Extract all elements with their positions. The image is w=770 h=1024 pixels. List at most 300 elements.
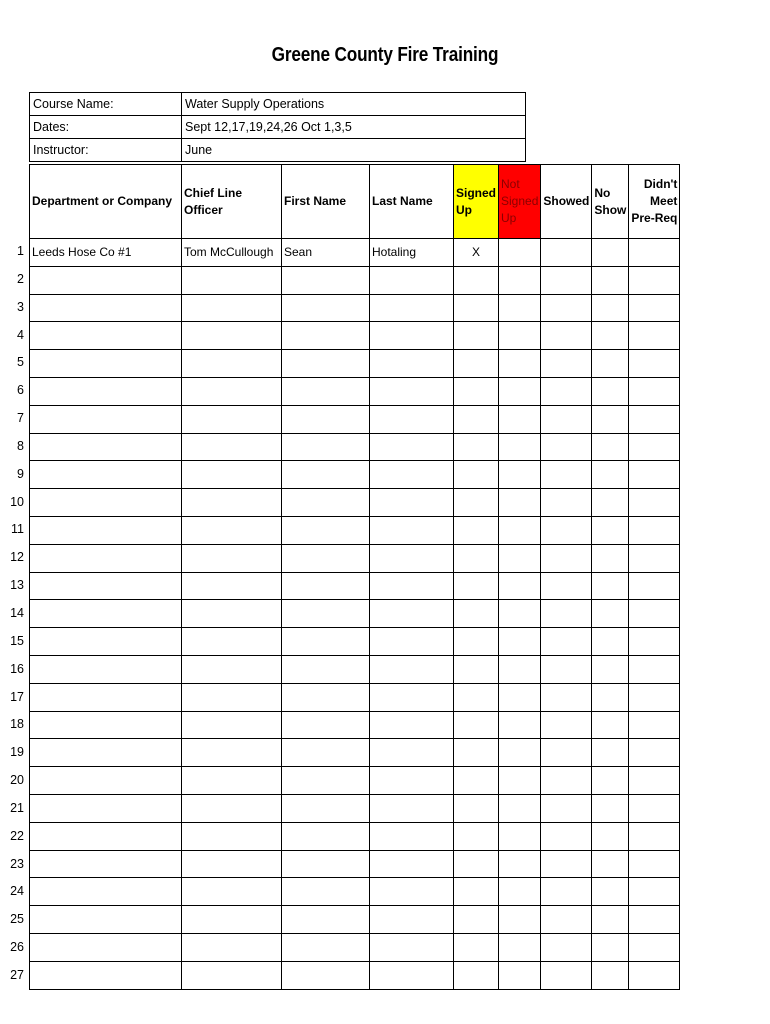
cell-didnt-meet[interactable] (629, 711, 680, 739)
cell-no-show[interactable] (592, 711, 629, 739)
cell-didnt-meet[interactable] (629, 322, 680, 350)
cell-didnt-meet[interactable] (629, 544, 680, 572)
cell-chief[interactable] (182, 600, 282, 628)
cell-didnt-meet[interactable] (629, 489, 680, 517)
row-number: 12 (10, 550, 24, 565)
cell-department[interactable] (30, 683, 182, 711)
cell-department[interactable] (30, 767, 182, 795)
cell-chief[interactable] (182, 739, 282, 767)
cell-chief[interactable] (182, 572, 282, 600)
cell-chief[interactable]: Tom McCullough (182, 239, 282, 267)
cell-signed-up[interactable] (454, 516, 499, 544)
cell-showed[interactable] (541, 628, 592, 656)
cell-showed[interactable] (541, 461, 592, 489)
cell-last-name[interactable] (370, 600, 454, 628)
cell-first-name[interactable] (282, 433, 370, 461)
cell-not-signed-up[interactable] (499, 906, 541, 934)
cell-no-show[interactable] (592, 377, 629, 405)
cell-chief[interactable] (182, 350, 282, 378)
cell-showed[interactable] (541, 906, 592, 934)
cell-department[interactable] (30, 711, 182, 739)
cell-signed-up[interactable] (454, 850, 499, 878)
cell-didnt-meet[interactable] (629, 628, 680, 656)
cell-last-name[interactable] (370, 572, 454, 600)
cell-not-signed-up[interactable] (499, 461, 541, 489)
cell-last-name[interactable] (370, 377, 454, 405)
cell-department[interactable] (30, 655, 182, 683)
cell-showed[interactable] (541, 489, 592, 517)
cell-signed-up[interactable] (454, 266, 499, 294)
cell-first-name[interactable] (282, 906, 370, 934)
cell-first-name[interactable] (282, 405, 370, 433)
row-number: 3 (17, 299, 24, 314)
cell-didnt-meet[interactable] (629, 794, 680, 822)
cell-showed[interactable] (541, 655, 592, 683)
cell-chief[interactable] (182, 544, 282, 572)
cell-no-show[interactable] (592, 655, 629, 683)
course-name-row (30, 93, 526, 116)
cell-department[interactable] (30, 516, 182, 544)
cell-chief[interactable] (182, 489, 282, 517)
cell-department[interactable] (30, 461, 182, 489)
header-last-name: Last Name (370, 165, 454, 239)
cell-showed[interactable] (541, 266, 592, 294)
table-row (30, 572, 680, 600)
cell-department[interactable] (30, 544, 182, 572)
cell-not-signed-up[interactable] (499, 850, 541, 878)
cell-chief[interactable] (182, 906, 282, 934)
row-number: 2 (17, 271, 24, 286)
cell-signed-up[interactable] (454, 294, 499, 322)
cell-department[interactable]: Leeds Hose Co #1 (30, 239, 182, 267)
cell-no-show[interactable] (592, 600, 629, 628)
dates-value[interactable]: Sept 12,17,19,24,26 Oct 1,3,5 (182, 116, 526, 139)
cell-no-show[interactable] (592, 516, 629, 544)
cell-first-name[interactable] (282, 350, 370, 378)
cell-signed-up[interactable] (454, 683, 499, 711)
cell-showed[interactable] (541, 294, 592, 322)
cell-signed-up[interactable] (454, 322, 499, 350)
cell-last-name[interactable] (370, 461, 454, 489)
cell-chief[interactable] (182, 628, 282, 656)
header-chief-line-officer: Chief Line Officer (182, 165, 282, 239)
cell-first-name[interactable] (282, 600, 370, 628)
cell-didnt-meet[interactable] (629, 461, 680, 489)
cell-showed[interactable] (541, 544, 592, 572)
cell-last-name[interactable] (370, 933, 454, 961)
cell-last-name[interactable] (370, 655, 454, 683)
cell-chief[interactable] (182, 961, 282, 989)
cell-not-signed-up[interactable] (499, 322, 541, 350)
cell-department[interactable] (30, 294, 182, 322)
cell-department[interactable] (30, 350, 182, 378)
cell-signed-up[interactable] (454, 489, 499, 517)
cell-not-signed-up[interactable] (499, 600, 541, 628)
cell-first-name[interactable] (282, 516, 370, 544)
cell-no-show[interactable] (592, 961, 629, 989)
cell-no-show[interactable] (592, 628, 629, 656)
cell-last-name[interactable] (370, 350, 454, 378)
cell-department[interactable] (30, 405, 182, 433)
cell-department[interactable] (30, 377, 182, 405)
cell-not-signed-up[interactable] (499, 266, 541, 294)
cell-first-name[interactable] (282, 266, 370, 294)
cell-first-name[interactable] (282, 628, 370, 656)
cell-first-name[interactable] (282, 544, 370, 572)
cell-signed-up[interactable] (454, 822, 499, 850)
cell-didnt-meet[interactable] (629, 433, 680, 461)
cell-showed[interactable] (541, 850, 592, 878)
table-row (30, 850, 680, 878)
roster-body (30, 239, 680, 990)
cell-no-show[interactable] (592, 767, 629, 795)
cell-first-name[interactable]: Sean (282, 239, 370, 267)
course-info-block (29, 92, 526, 162)
cell-showed[interactable] (541, 822, 592, 850)
cell-no-show[interactable] (592, 933, 629, 961)
header-first-name: First Name (282, 165, 370, 239)
cell-didnt-meet[interactable] (629, 294, 680, 322)
row-number: 6 (17, 383, 24, 398)
row-number: 20 (10, 773, 24, 788)
cell-not-signed-up[interactable] (499, 794, 541, 822)
cell-didnt-meet[interactable] (629, 572, 680, 600)
row-number: 17 (10, 689, 24, 704)
cell-showed[interactable] (541, 711, 592, 739)
cell-chief[interactable] (182, 655, 282, 683)
cell-department[interactable] (30, 878, 182, 906)
cell-not-signed-up[interactable] (499, 294, 541, 322)
cell-didnt-meet[interactable] (629, 767, 680, 795)
cell-no-show[interactable] (592, 350, 629, 378)
table-row (30, 516, 680, 544)
cell-department[interactable] (30, 850, 182, 878)
cell-didnt-meet[interactable] (629, 906, 680, 934)
cell-not-signed-up[interactable] (499, 433, 541, 461)
cell-department[interactable] (30, 266, 182, 294)
cell-department[interactable] (30, 822, 182, 850)
cell-first-name[interactable] (282, 794, 370, 822)
cell-signed-up[interactable] (454, 350, 499, 378)
row-number: 11 (11, 522, 24, 537)
cell-didnt-meet[interactable] (629, 600, 680, 628)
cell-showed[interactable] (541, 683, 592, 711)
cell-no-show[interactable] (592, 294, 629, 322)
cell-last-name[interactable] (370, 489, 454, 517)
cell-no-show[interactable] (592, 906, 629, 934)
cell-first-name[interactable] (282, 850, 370, 878)
cell-signed-up[interactable] (454, 600, 499, 628)
cell-first-name[interactable] (282, 572, 370, 600)
row-number: 25 (10, 912, 24, 927)
cell-didnt-meet[interactable] (629, 350, 680, 378)
table-row (30, 544, 680, 572)
row-number: 18 (10, 717, 24, 732)
cell-signed-up[interactable] (454, 655, 499, 683)
cell-no-show[interactable] (592, 461, 629, 489)
cell-no-show[interactable] (592, 794, 629, 822)
cell-not-signed-up[interactable] (499, 655, 541, 683)
table-row (30, 683, 680, 711)
cell-last-name[interactable] (370, 294, 454, 322)
cell-showed[interactable] (541, 572, 592, 600)
cell-last-name[interactable] (370, 878, 454, 906)
cell-first-name[interactable] (282, 739, 370, 767)
table-row (30, 350, 680, 378)
row-number-column (0, 238, 24, 990)
cell-not-signed-up[interactable] (499, 239, 541, 267)
cell-not-signed-up[interactable] (499, 822, 541, 850)
cell-didnt-meet[interactable] (629, 822, 680, 850)
cell-signed-up[interactable] (454, 961, 499, 989)
cell-not-signed-up[interactable] (499, 544, 541, 572)
cell-no-show[interactable] (592, 878, 629, 906)
table-row (30, 461, 680, 489)
cell-chief[interactable] (182, 461, 282, 489)
page-title: Greene County Fire Training (271, 44, 499, 66)
cell-department[interactable] (30, 572, 182, 600)
cell-last-name[interactable] (370, 628, 454, 656)
row-number: 8 (17, 438, 24, 453)
cell-no-show[interactable] (592, 683, 629, 711)
cell-chief[interactable] (182, 878, 282, 906)
cell-first-name[interactable] (282, 961, 370, 989)
cell-not-signed-up[interactable] (499, 377, 541, 405)
cell-not-signed-up[interactable] (499, 405, 541, 433)
cell-didnt-meet[interactable] (629, 739, 680, 767)
cell-signed-up[interactable] (454, 461, 499, 489)
table-row (30, 767, 680, 795)
cell-department[interactable] (30, 961, 182, 989)
instructor-value[interactable]: June (182, 139, 526, 162)
row-number: 9 (17, 466, 24, 481)
cell-last-name[interactable]: Hotaling (370, 239, 454, 267)
cell-showed[interactable] (541, 878, 592, 906)
table-row (30, 239, 680, 267)
cell-signed-up[interactable] (454, 628, 499, 656)
cell-first-name[interactable] (282, 322, 370, 350)
table-row (30, 600, 680, 628)
cell-didnt-meet[interactable] (629, 878, 680, 906)
cell-not-signed-up[interactable] (499, 767, 541, 795)
cell-showed[interactable] (541, 516, 592, 544)
cell-didnt-meet[interactable] (629, 850, 680, 878)
cell-signed-up[interactable] (454, 544, 499, 572)
row-number: 19 (10, 745, 24, 760)
cell-chief[interactable] (182, 850, 282, 878)
cell-last-name[interactable] (370, 405, 454, 433)
cell-showed[interactable] (541, 239, 592, 267)
table-row (30, 655, 680, 683)
cell-chief[interactable] (182, 711, 282, 739)
table-row (30, 489, 680, 517)
cell-signed-up[interactable] (454, 739, 499, 767)
cell-last-name[interactable] (370, 767, 454, 795)
table-row (30, 294, 680, 322)
cell-not-signed-up[interactable] (499, 933, 541, 961)
cell-didnt-meet[interactable] (629, 655, 680, 683)
cell-last-name[interactable] (370, 516, 454, 544)
cell-department[interactable] (30, 739, 182, 767)
cell-signed-up[interactable] (454, 405, 499, 433)
cell-last-name[interactable] (370, 683, 454, 711)
cell-showed[interactable] (541, 377, 592, 405)
cell-didnt-meet[interactable] (629, 377, 680, 405)
cell-first-name[interactable] (282, 878, 370, 906)
cell-department[interactable] (30, 933, 182, 961)
cell-last-name[interactable] (370, 266, 454, 294)
cell-last-name[interactable] (370, 711, 454, 739)
cell-chief[interactable] (182, 516, 282, 544)
cell-signed-up[interactable] (454, 377, 499, 405)
cell-chief[interactable] (182, 683, 282, 711)
cell-signed-up[interactable] (454, 711, 499, 739)
cell-not-signed-up[interactable] (499, 683, 541, 711)
cell-no-show[interactable] (592, 544, 629, 572)
table-row (30, 266, 680, 294)
cell-department[interactable] (30, 322, 182, 350)
cell-didnt-meet[interactable] (629, 961, 680, 989)
cell-signed-up[interactable] (454, 433, 499, 461)
cell-didnt-meet[interactable] (629, 933, 680, 961)
cell-last-name[interactable] (370, 739, 454, 767)
cell-first-name[interactable] (282, 377, 370, 405)
cell-not-signed-up[interactable] (499, 350, 541, 378)
cell-first-name[interactable] (282, 683, 370, 711)
cell-not-signed-up[interactable] (499, 628, 541, 656)
cell-chief[interactable] (182, 405, 282, 433)
cell-signed-up[interactable] (454, 933, 499, 961)
cell-showed[interactable] (541, 794, 592, 822)
cell-not-signed-up[interactable] (499, 961, 541, 989)
cell-chief[interactable] (182, 433, 282, 461)
cell-signed-up[interactable] (454, 794, 499, 822)
cell-didnt-meet[interactable] (629, 405, 680, 433)
cell-first-name[interactable] (282, 655, 370, 683)
cell-not-signed-up[interactable] (499, 739, 541, 767)
cell-showed[interactable] (541, 933, 592, 961)
cell-last-name[interactable] (370, 794, 454, 822)
cell-didnt-meet[interactable] (629, 239, 680, 267)
cell-no-show[interactable] (592, 572, 629, 600)
cell-last-name[interactable] (370, 906, 454, 934)
cell-chief[interactable] (182, 794, 282, 822)
cell-last-name[interactable] (370, 544, 454, 572)
cell-didnt-meet[interactable] (629, 516, 680, 544)
table-row (30, 377, 680, 405)
row-number: 15 (10, 633, 24, 648)
row-number: 13 (10, 578, 24, 593)
cell-no-show[interactable] (592, 405, 629, 433)
course-name-label: Course Name: (30, 93, 182, 116)
row-number: 7 (17, 411, 24, 426)
cell-last-name[interactable] (370, 322, 454, 350)
cell-showed[interactable] (541, 739, 592, 767)
cell-not-signed-up[interactable] (499, 516, 541, 544)
row-number: 26 (10, 940, 24, 955)
cell-showed[interactable] (541, 600, 592, 628)
course-name-value[interactable]: Water Supply Operations (182, 93, 526, 116)
cell-first-name[interactable] (282, 461, 370, 489)
cell-department[interactable] (30, 794, 182, 822)
table-row (30, 739, 680, 767)
cell-last-name[interactable] (370, 850, 454, 878)
row-number: 22 (10, 828, 24, 843)
header-showed: Showed (541, 165, 592, 239)
cell-chief[interactable] (182, 767, 282, 795)
cell-no-show[interactable] (592, 433, 629, 461)
cell-signed-up[interactable]: X (454, 239, 499, 267)
header-department: Department or Company (30, 165, 182, 239)
cell-last-name[interactable] (370, 961, 454, 989)
cell-no-show[interactable] (592, 239, 629, 267)
cell-first-name[interactable] (282, 822, 370, 850)
cell-department[interactable] (30, 600, 182, 628)
cell-department[interactable] (30, 489, 182, 517)
cell-signed-up[interactable] (454, 906, 499, 934)
table-row (30, 878, 680, 906)
header-signed-up: Signed Up (454, 165, 499, 239)
cell-showed[interactable] (541, 405, 592, 433)
cell-not-signed-up[interactable] (499, 489, 541, 517)
cell-department[interactable] (30, 906, 182, 934)
row-number: 27 (10, 967, 24, 982)
table-row (30, 433, 680, 461)
cell-no-show[interactable] (592, 322, 629, 350)
cell-chief[interactable] (182, 294, 282, 322)
cell-first-name[interactable] (282, 711, 370, 739)
cell-signed-up[interactable] (454, 767, 499, 795)
cell-showed[interactable] (541, 767, 592, 795)
cell-signed-up[interactable] (454, 572, 499, 600)
cell-chief[interactable] (182, 322, 282, 350)
cell-first-name[interactable] (282, 294, 370, 322)
instructor-label: Instructor: (30, 139, 182, 162)
table-row (30, 628, 680, 656)
table-row (30, 906, 680, 934)
row-number: 1 (17, 244, 24, 258)
cell-signed-up[interactable] (454, 878, 499, 906)
cell-no-show[interactable] (592, 822, 629, 850)
cell-chief[interactable] (182, 933, 282, 961)
cell-first-name[interactable] (282, 489, 370, 517)
cell-department[interactable] (30, 433, 182, 461)
cell-last-name[interactable] (370, 433, 454, 461)
cell-not-signed-up[interactable] (499, 878, 541, 906)
cell-chief[interactable] (182, 822, 282, 850)
row-number: 16 (10, 661, 24, 676)
cell-last-name[interactable] (370, 822, 454, 850)
cell-chief[interactable] (182, 377, 282, 405)
table-row (30, 933, 680, 961)
cell-showed[interactable] (541, 961, 592, 989)
cell-didnt-meet[interactable] (629, 266, 680, 294)
cell-didnt-meet[interactable] (629, 683, 680, 711)
cell-showed[interactable] (541, 322, 592, 350)
cell-no-show[interactable] (592, 489, 629, 517)
cell-no-show[interactable] (592, 266, 629, 294)
cell-not-signed-up[interactable] (499, 711, 541, 739)
cell-first-name[interactable] (282, 767, 370, 795)
cell-not-signed-up[interactable] (499, 572, 541, 600)
cell-first-name[interactable] (282, 933, 370, 961)
cell-showed[interactable] (541, 433, 592, 461)
cell-no-show[interactable] (592, 739, 629, 767)
cell-department[interactable] (30, 628, 182, 656)
cell-showed[interactable] (541, 350, 592, 378)
cell-chief[interactable] (182, 266, 282, 294)
cell-no-show[interactable] (592, 850, 629, 878)
